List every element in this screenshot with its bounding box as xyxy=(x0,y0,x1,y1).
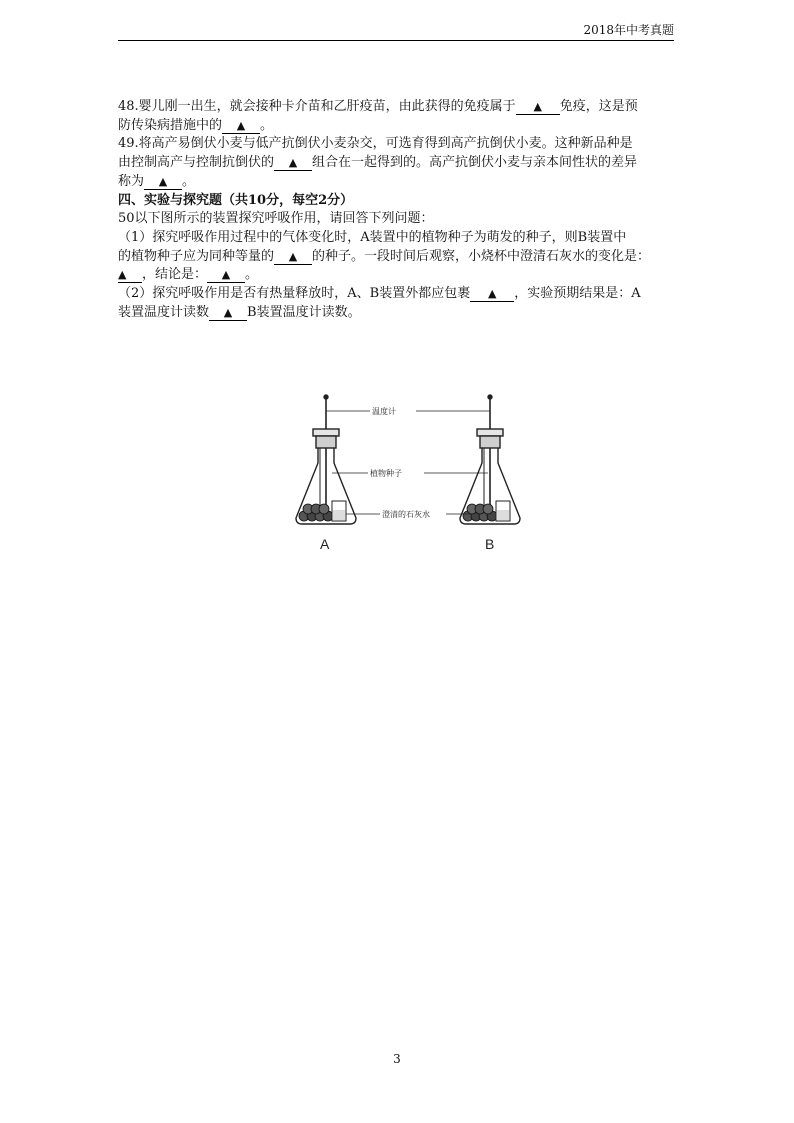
q49-line-3 xyxy=(118,173,678,192)
q50-part2-line-2 xyxy=(118,304,678,323)
q50-text: 。 xyxy=(245,267,259,283)
q49-text-d: 称为 xyxy=(118,173,145,189)
q49-line-2 xyxy=(118,154,678,173)
q50-text: 装置温度计读数 xyxy=(118,304,210,320)
stopper-a xyxy=(316,436,336,448)
stopper-b xyxy=(480,436,500,448)
q49-line-1 xyxy=(118,135,678,154)
label-seeds: 植物种子 xyxy=(370,469,402,478)
thermometer-bulb-a xyxy=(324,395,328,399)
q48-text-a: 48.婴儿刚一出生，就会接种卡介苗和乙肝疫苗，由此获得的免疫属于 xyxy=(118,99,516,114)
q50-text: ，结论是： xyxy=(142,267,208,283)
q50-text: 的种子。一段时间后观察，小烧杯中澄清石灰水的变化是： xyxy=(312,248,651,264)
blank-marker: ▲ xyxy=(158,174,168,188)
q50-part1-line-1: （1）探究呼吸作用过程中的气体变化时，A装置中的植物种子为萌发的种子，则B装置中 xyxy=(118,229,627,245)
answer-blank xyxy=(516,99,560,115)
page-number: 3 xyxy=(393,1052,401,1066)
section-heading: 四、实验与探究题（共10分，每空2分） xyxy=(118,192,354,208)
blank-marker: ▲ xyxy=(118,268,127,282)
answer-blank xyxy=(470,286,514,302)
limewater-b xyxy=(497,510,509,520)
answer-blank xyxy=(144,174,182,190)
flask-a-apparatus xyxy=(296,395,356,524)
q50-text: B装置温度计读数。 xyxy=(247,304,361,320)
seed-pile-b xyxy=(463,504,497,521)
q50-part1-line-2 xyxy=(118,248,678,267)
q50-intro: 50以下图所示的装置探究呼吸作用，请回答下列问题： xyxy=(118,211,434,227)
label-leaders xyxy=(326,411,490,514)
q50-text: 的植物种子应为同种等量的 xyxy=(118,248,275,264)
q50-text: ，实验预期结果是：A xyxy=(514,286,641,302)
blank-marker: ▲ xyxy=(288,156,298,170)
thermometer-bulb-b xyxy=(488,395,492,399)
q49-text-c: 组合在一起得到的。高产抗倒伏小麦与亲本间性状的差异 xyxy=(312,155,638,171)
seed-pile-a xyxy=(299,504,333,521)
answer-blank xyxy=(118,267,142,283)
flask-a-label: A xyxy=(320,536,330,552)
blank-marker: ▲ xyxy=(223,305,233,319)
answer-blank xyxy=(209,305,247,321)
page-content xyxy=(118,98,678,322)
q48-text-d: 。 xyxy=(260,117,274,133)
blank-marker: ▲ xyxy=(221,268,231,282)
label-thermometer: 温度计 xyxy=(372,407,396,416)
blank-marker: ▲ xyxy=(288,249,298,263)
answer-blank xyxy=(274,155,312,171)
header-title: 2018年中考真题 xyxy=(583,23,674,37)
answer-blank xyxy=(207,267,245,283)
q49-text-b: 由控制高产与控制抗倒伏的 xyxy=(118,155,275,171)
q48-line-2 xyxy=(118,117,678,136)
blank-marker: ▲ xyxy=(236,118,246,132)
blank-marker: ▲ xyxy=(487,287,497,301)
experiment-figure xyxy=(240,383,540,583)
flask-b-label: B xyxy=(485,536,495,552)
answer-blank xyxy=(222,118,260,134)
limewater-a xyxy=(333,510,345,520)
answer-blank xyxy=(274,249,312,265)
q48-line-1 xyxy=(118,98,678,117)
stopper-cap-b xyxy=(477,429,503,436)
label-limewater: 澄清的石灰水 xyxy=(382,510,430,519)
blank-marker: ▲ xyxy=(533,100,542,113)
q50-part2-line-1 xyxy=(118,285,678,304)
q48-text-c: 防传染病措施中的 xyxy=(118,117,223,133)
q49-text-a: 49.将高产易倒伏小麦与低产抗倒伏小麦杂交，可选育得到高产抗倒伏小麦。这种新品种是 xyxy=(118,136,633,152)
q49-text-e: 。 xyxy=(182,173,196,189)
q50-part1-line-3 xyxy=(118,266,678,285)
page-header xyxy=(118,22,674,41)
stopper-cap-a xyxy=(313,429,339,436)
flask-b-apparatus xyxy=(460,395,520,524)
q48-text-b: 免疫，这是预 xyxy=(559,99,638,114)
q50-text: （2）探究呼吸作用是否有热量释放时，A、B装置外都应包裹 xyxy=(118,286,471,302)
